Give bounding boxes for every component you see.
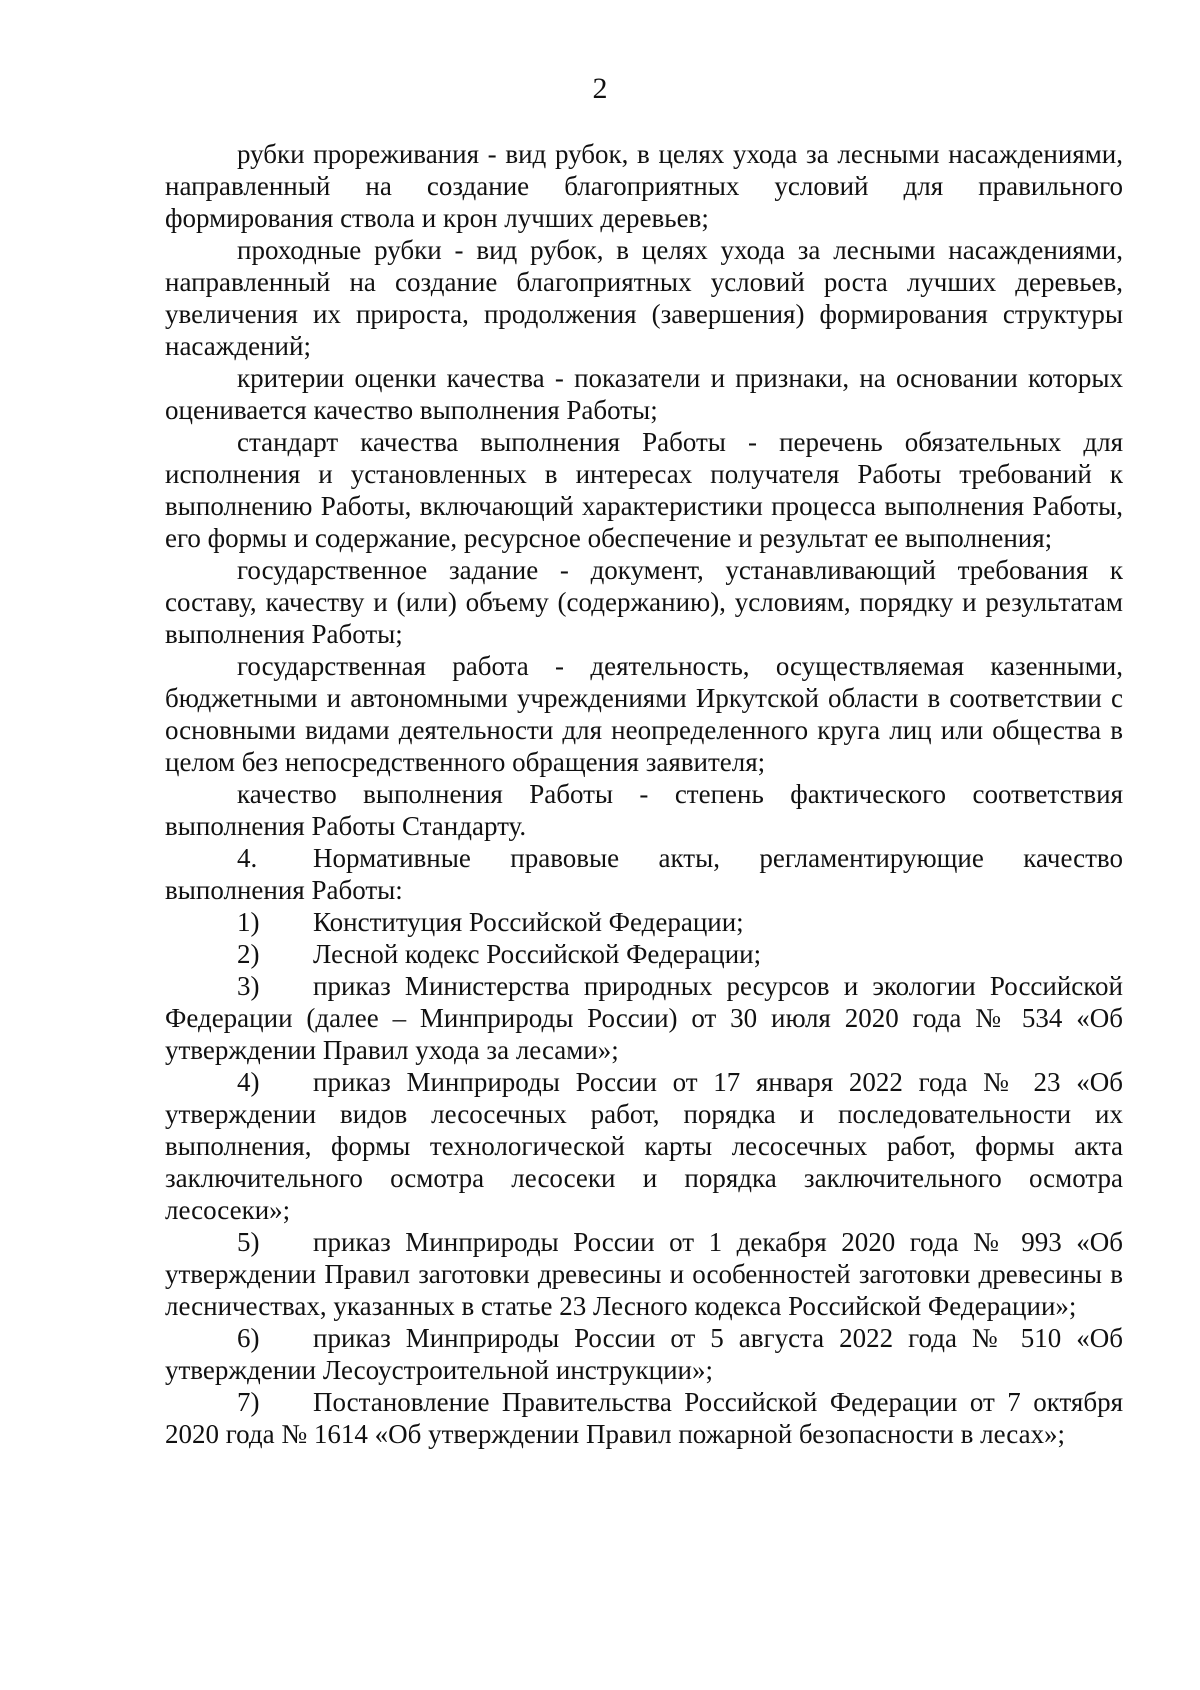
list-item (165, 1386, 1123, 1450)
section-4-number: 4. (237, 843, 258, 873)
list-item (165, 970, 1123, 1066)
list-item-number: 2) (237, 939, 260, 969)
list-item-number: 5) (237, 1227, 260, 1257)
list-item-text: Лесной кодекс Российской Федерации; (313, 939, 762, 969)
list-item-number: 4) (237, 1067, 260, 1097)
list-item (165, 938, 1123, 970)
definition-passage-cuts: проходные рубки - вид рубок, в целях ухода за лесными насаждениями, направленный на создание благоприятных условий роста лучших деревьев, увеличения их прироста, продолжения (завершения) формирования структуры насаждений; (165, 235, 1123, 361)
list-item-text: Постановление Правительства Российской Федерации от 7 октября 2020 года № 1614 «Об утверждении Правил пожарной безопасности в лесах»; (165, 1387, 1123, 1449)
list-item-text: приказ Минприроды России от 5 августа 2022 года № 510 «Об утверждении Лесоустроительной инструкции»; (165, 1323, 1123, 1385)
list-item (165, 1322, 1123, 1386)
definition-state-assignment: государственное задание - документ, устанавливающий требования к составу, качеству и (или) объему (содержанию), условиям, порядку и результатам выполнения Работы; (165, 555, 1123, 649)
definition-quality-criteria: критерии оценки качества - показатели и признаки, на основании которых оценивается качество выполнения Работы; (165, 363, 1123, 425)
list-item-text: приказ Министерства природных ресурсов и экологии Российской Федерации (далее – Минприроды России) от 30 июля 2020 года № 534 «Об утверждении Правил ухода за лесами»; (165, 971, 1123, 1065)
list-item-text: приказ Минприроды России от 17 января 2022 года № 23 «Об утверждении видов лесосечных работ, порядка и последовательности их выполнения, формы технологической карты лесосечных работ, формы акта заключительного осмотра лесосеки и порядка заключительного осмотра лесосеки»; (165, 1067, 1123, 1225)
definition-state-work: государственная работа - деятельность, осуществляемая казенными, бюджетными и автономными учреждениями Иркутской области в соответствии с основными видами деятельности для неопределенного круга лиц или общества в целом без непосредственного обращения заявителя; (165, 651, 1123, 777)
definition-quality-standard: стандарт качества выполнения Работы - перечень обязательных для исполнения и установленных в интересах получателя Работы требований к выполнению Работы, включающий характеристики процесса выполнения Работы, его формы и содержание, ресурсное обеспечение и результат ее выполнения; (165, 427, 1123, 553)
list-item-text: приказ Минприроды России от 1 декабря 2020 года № 993 «Об утверждении Правил заготовки древесины и особенностей заготовки древесины в лесничествах, указанных в статье 23 Лесного кодекса Российской Федерации»; (165, 1227, 1123, 1321)
page-number: 2 (592, 72, 608, 105)
list-item-number: 7) (237, 1387, 260, 1417)
document-body (165, 138, 1123, 1450)
list-item (165, 1066, 1123, 1226)
list-item-number: 3) (237, 971, 260, 1001)
list-item (165, 906, 1123, 938)
definition-work-quality: качество выполнения Работы - степень фактического соответствия выполнения Работы Стандарту. (165, 779, 1123, 841)
list-item (165, 1226, 1123, 1322)
list-item-number: 6) (237, 1323, 260, 1353)
section-4-text: Нормативные правовые акты, регламентирующие качество выполнения Работы: (165, 843, 1123, 905)
section-4 (165, 842, 1123, 906)
list-item-number: 1) (237, 907, 260, 937)
definition-thinning-cuts: рубки прореживания - вид рубок, в целях ухода за лесными насаждениями, направленный на создание благоприятных условий для правильного формирования ствола и крон лучших деревьев; (165, 139, 1123, 233)
list-item-text: Конституция Российской Федерации; (313, 907, 744, 937)
